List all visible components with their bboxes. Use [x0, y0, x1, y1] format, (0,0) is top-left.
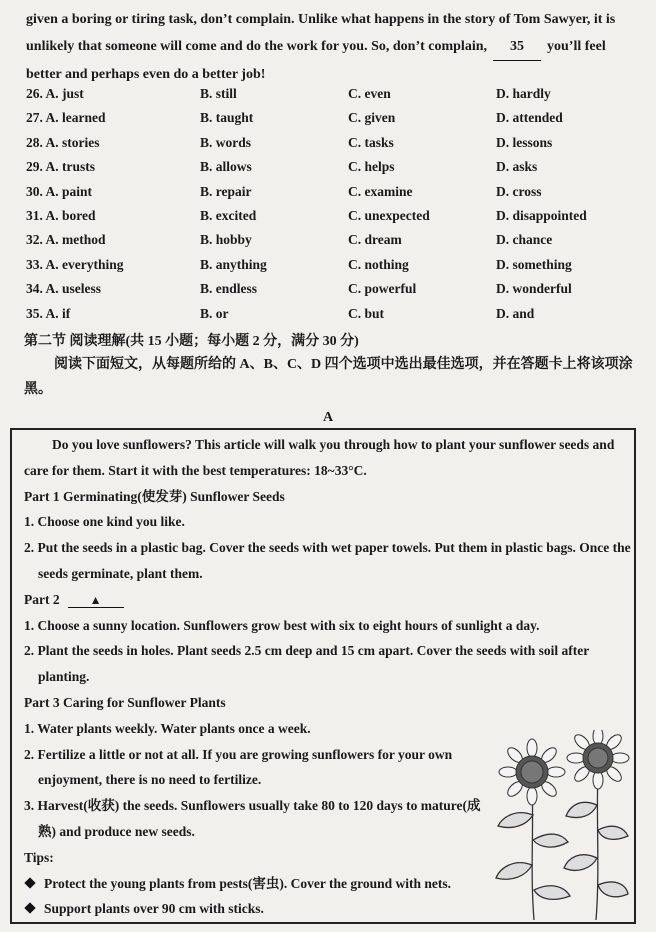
option-row: 33. A. everything B. anything C. nothing D. something	[26, 256, 572, 272]
option-row: 30. A. paint B. repair C. examine D. cross	[26, 183, 542, 199]
bullet-diamond-icon	[24, 903, 35, 914]
cloze-blank-35: 35	[493, 33, 541, 61]
tip-item: Support plants over 90 cm with sticks.	[24, 896, 632, 922]
passage-letter: A	[322, 410, 334, 425]
cloze-line-3: better and perhaps even do a better job!	[26, 67, 266, 82]
part3-title: Part 3 Caring for Sunflower Plants	[24, 694, 226, 710]
sunflower-illustration-icon	[490, 730, 630, 920]
passage-intro: Do you love sunflowers? This article will walk you through how to plant your sunflower seeds and care for them. Start it with the best temperatures: 18~33°C.	[24, 437, 615, 478]
option-row: 34. A. useless B. endless C. powerful D. wonderful	[26, 281, 572, 297]
passage-box	[10, 428, 636, 924]
tips-title: Tips:	[24, 849, 54, 865]
part2-title: Part 2 ▲	[24, 587, 632, 613]
section-heading: 第二节 阅读理解(共 15 小题；每小题 2 分，满分 30 分)	[24, 334, 359, 349]
cloze-line-2: unlikely that someone will come and do the work for you. So, don’t complain, 35 you’ll feel	[26, 33, 626, 61]
bullet-diamond-icon	[24, 877, 35, 888]
part2-blank: ▲	[68, 593, 124, 608]
cloze-options	[26, 86, 636, 330]
option-row: 31. A. bored B. excited C. unexpected D. disappointed	[26, 207, 587, 223]
option-row: 26. A. just B. still C. even D. hardly	[26, 86, 551, 101]
tip-item: Protect the young plants from pests(害虫). Cover the ground with nets.	[24, 871, 632, 897]
part1-title: Part 1 Germinating(使发芽) Sunflower Seeds	[24, 488, 285, 504]
cloze-line-1: given a boring or tiring task, don’t complain. Unlike what happens in the story of Tom Sawyer, it is	[26, 12, 616, 27]
option-row: 29. A. trusts B. allows C. helps D. asks	[26, 159, 538, 175]
part2-item: 2. Plant the seeds in holes. Plant seeds 2.5 cm deep and 15 cm apart. Cover the seeds with soil after planting.	[24, 643, 589, 685]
part3-item: 3. Harvest(收获) the seeds. Sunflowers usually take 80 to 120 days to mature(成熟) and produce new seeds.	[24, 798, 481, 839]
option-row: 35. A. if B. or C. but D. and	[26, 305, 535, 321]
option-row: 32. A. method B. hobby C. dream D. chance	[26, 232, 553, 248]
option-row: 28. A. stories B. words C. tasks D. lessons	[26, 134, 553, 150]
cloze-paragraph-end	[26, 6, 626, 88]
part2-item: 1. Choose a sunny location. Sunflowers grow best with six to eight hours of sunlight a day.	[24, 617, 540, 633]
part1-item: 1. Choose one kind you like.	[24, 514, 185, 530]
part3-item: 1. Water plants weekly. Water plants once a week.	[24, 720, 311, 736]
part1-item: 2. Put the seeds in a plastic bag. Cover the seeds with wet paper towels. Put them in plastic bags. Once the seeds germinate, plant them.	[24, 540, 631, 581]
part3-item: 2. Fertilize a little or not at all. If you are growing sunflowers for your own enjoyment, there is no need to fertilize.	[24, 746, 453, 788]
section-instruction: 阅读下面短文，从每题所给的 A、B、C、D 四个选项中选出最佳选项，并在答题卡上将该项涂黑。	[24, 357, 633, 397]
option-row: 27. A. learned B. taught C. given D. attended	[26, 110, 563, 126]
